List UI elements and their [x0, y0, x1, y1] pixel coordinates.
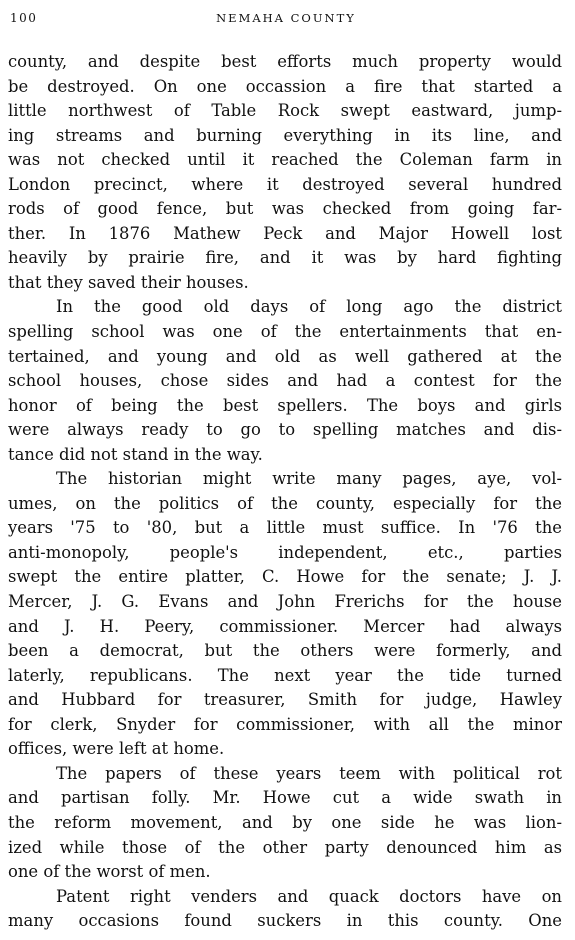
- text-line: umes, on the politics of the county, especially for the: [8, 493, 562, 513]
- paragraph: [8, 50, 562, 295]
- text-line: London precinct, where it destroyed several hundred: [8, 174, 562, 194]
- text-line: ing streams and burning everything in its line, and: [8, 125, 562, 145]
- text-line: honor of being the best spellers. The boys and girls: [8, 395, 562, 415]
- text-line: tertained, and young and old as well gathered at the: [8, 346, 562, 366]
- paragraph: [8, 762, 562, 885]
- text-line: In the good old days of long ago the district: [56, 297, 562, 317]
- text-line: spelling school was one of the entertainments that en-: [8, 322, 562, 342]
- text-line: be destroyed. On one occassion a fire that started a: [8, 76, 562, 96]
- text-line: Mercer, J. G. Evans and John Frerichs for the house: [8, 592, 562, 612]
- text-line: ized while those of the other party denounced him as: [8, 837, 562, 857]
- text-line: many occasions found suckers in this county. One: [8, 911, 562, 931]
- text-line: were always ready to go to spelling matches and dis-: [8, 420, 562, 440]
- running-head: [10, 9, 562, 27]
- text-line: been a democrat, but the others were formerly, and: [8, 641, 562, 661]
- text-line: the reform movement, and by one side he was lion-: [8, 812, 562, 832]
- text-line: was not checked until it reached the Coleman farm in: [8, 150, 562, 170]
- page-number: 100: [10, 11, 38, 25]
- text-line: anti-monopoly, people's independent, etc., parties: [8, 542, 562, 562]
- text-line: county, and despite best efforts much property would: [8, 52, 562, 71]
- text-line: for clerk, Snyder for commissioner, with all the minor: [8, 714, 562, 734]
- text-line: ther. In 1876 Mathew Peck and Major Howell lost: [8, 223, 562, 243]
- text-line: little northwest of Table Rock swept eastward, jump-: [8, 101, 562, 121]
- text-line: heavily by prairie fire, and it was by hard fighting: [8, 248, 562, 268]
- text-line: and J. H. Peery, commissioner. Mercer had always: [8, 616, 562, 636]
- text-line: laterly, republicans. The next year the tide turned: [8, 665, 562, 685]
- text-line: swept the entire platter, C. Howe for the senate; J. J.: [8, 567, 562, 587]
- paragraph: [8, 467, 562, 762]
- text-line: that they saved their houses.: [8, 272, 249, 292]
- paragraph: [8, 885, 562, 934]
- text-line: tance did not stand in the way.: [8, 444, 263, 464]
- text-line: one of the worst of men.: [8, 862, 211, 882]
- paragraph: [8, 295, 562, 467]
- text-line: school houses, chose sides and had a contest for the: [8, 371, 562, 391]
- text-line: offices, were left at home.: [8, 739, 225, 759]
- text-line: rods of good fence, but was checked from going far-: [8, 199, 562, 219]
- text-line: and partisan folly. Mr. Howe cut a wide swath in: [8, 788, 562, 808]
- text-line: The historian might write many pages, aye, vol-: [56, 469, 562, 489]
- body-text: [8, 50, 562, 934]
- text-line: Patent right venders and quack doctors have on: [56, 886, 562, 906]
- text-line: years '75 to '80, but a little must suffice. In '76 the: [8, 518, 562, 538]
- text-line: and Hubbard for treasurer, Smith for judge, Hawley: [8, 690, 562, 710]
- text-line: The papers of these years teem with political rot: [56, 763, 562, 783]
- running-title: NEMAHA COUNTY: [216, 11, 356, 25]
